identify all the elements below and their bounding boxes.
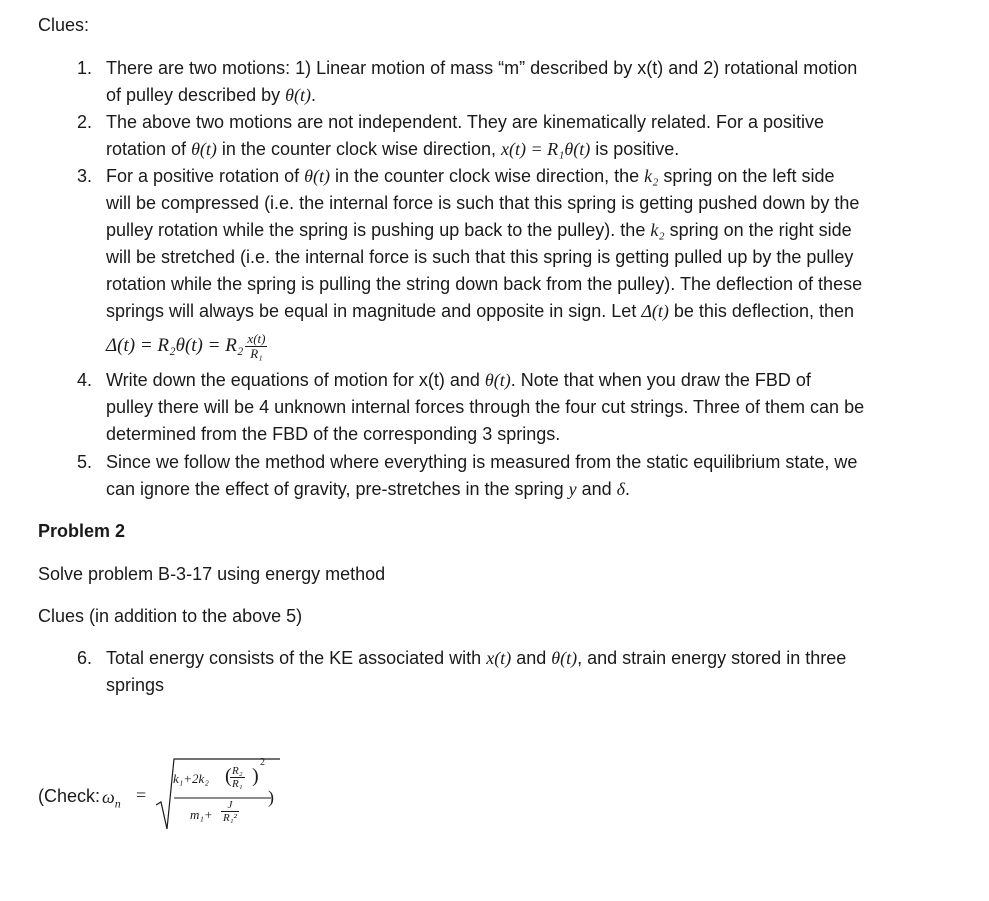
clue-line: springs will always be equal in magnitude and opposite in sign. Let Δ(t) be this deflection, then (106, 301, 855, 321)
clue-number: 5. (76, 452, 92, 472)
clue-line: rotation while the spring is pulling the string down back from the pulley). The deflection of these (106, 274, 863, 294)
clue-line: can ignore the effect of gravity, pre-stretches in the spring y and δ. (106, 479, 631, 499)
clue-line: of pulley described by θ(t). (106, 85, 316, 105)
equals-sign: = (136, 785, 147, 805)
clue-line: rotation of θ(t) in the counter clock wise direction, x(t) = R₁θ(t) is positive. (106, 139, 680, 159)
clue-line: For a positive rotation of θ(t) in the counter clock wise direction, the k₂ spring on the left side (106, 166, 835, 186)
check-suffix: ) (268, 787, 274, 807)
ratio-fraction: $\frac{\text{R₂}}{\text{R₁}}$ (232, 765, 243, 790)
clue-line: Write down the equations of motion for x(t) and θ(t). Note that when you draw the FBD of (106, 370, 811, 390)
clue-number: 2. (76, 112, 92, 132)
check-prefix: (Check: (38, 786, 101, 806)
radical-sign (154, 757, 284, 835)
check-numerator: k₁+2k₂ (173, 771, 209, 786)
clue-number: 3. (76, 166, 92, 186)
clue-line: The above two motions are not independent. They are kinematically related. For a positive (106, 112, 825, 132)
clue-line: Total energy consists of the KE associated with x(t) and θ(t), and strain energy stored in three (106, 648, 847, 668)
clues-addition-heading: Clues (in addition to the above 5) (38, 606, 303, 626)
clue-line: There are two motions: 1) Linear motion of mass “m” described by x(t) and 2) rotational motion (106, 58, 858, 78)
deflection-equation: Δ(t) = R₂θ(t) = R₂ $\frac{x(t)}{\text{R₁}}$ (106, 330, 266, 361)
clue-line: will be stretched (i.e. the internal force is such that this spring is getting pulled up by the pulley (106, 247, 854, 267)
omega-n: $\omega_n$ (102, 787, 121, 811)
check-denominator: m₁+ (190, 807, 213, 822)
clue-line: pulley there will be 4 unknown internal forces through the four cut strings. Three of them can be (106, 397, 865, 417)
clue-number: 1. (76, 58, 92, 78)
clue-line: Since we follow the method where everything is measured from the static equilibrium state, we (106, 452, 858, 472)
check-power: 2 (260, 757, 265, 768)
check-formula (38, 757, 298, 837)
clue-line: pulley rotation while the spring is pushing up back to the pulley). the k₂ spring on the right side (106, 220, 852, 240)
paren-close: ) (252, 765, 259, 787)
clue-line: will be compressed (i.e. the internal force is such that this spring is getting pushed down by the (106, 193, 860, 213)
clue-number: 4. (76, 370, 92, 390)
j-fraction: $\frac{J}{\text{R₁²}}$ (223, 799, 237, 824)
clues-heading: Clues: (38, 15, 90, 35)
problem-text: Solve problem B-3-17 using energy method (38, 564, 386, 584)
clue-line: springs (106, 675, 165, 695)
paren-open: ( (225, 765, 232, 787)
clue-number: 6. (76, 648, 92, 668)
clue-line: determined from the FBD of the corresponding 3 springs. (106, 424, 561, 444)
problem-heading: Problem 2 (38, 521, 126, 541)
